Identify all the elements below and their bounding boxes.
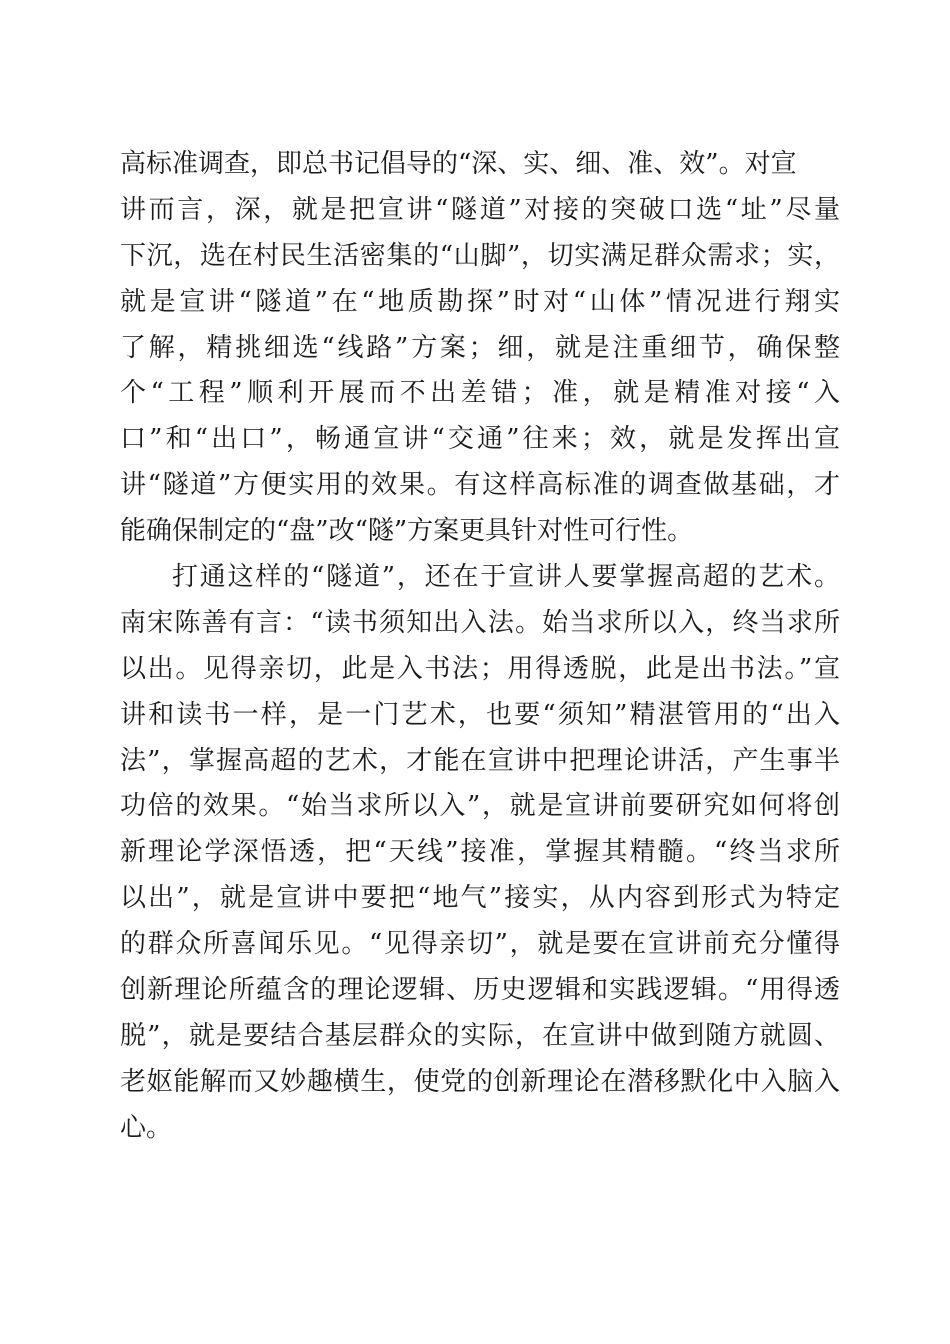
text-line: 了解，精挑细选“线路”方案；细，就是注重细节，确保整: [120, 332, 840, 363]
text-line: 新理论学深悟透，把“天线”接准，掌握其精髓。“终当求所: [120, 837, 840, 868]
text-line: 老妪能解而又妙趣横生，使党的创新理论在潜移默化中入脑入: [120, 1066, 840, 1097]
text-line: 脱”，就是要结合基层群众的实际，在宣讲中做到随方就圆、: [120, 1020, 840, 1051]
text-line: 讲而言，深，就是把宣讲“隧道”对接的突破口选“址”尽量: [120, 194, 840, 225]
text-line: 下沉，选在村民生活密集的“山脚”，切实满足群众需求；实，: [120, 240, 840, 271]
text-line: 个“工程”顺利开展而不出差错；准，就是精准对接“入: [120, 378, 840, 409]
text-line: 口”和“出口”，畅通宣讲“交通”往来；效，就是发挥出宣: [120, 424, 840, 455]
document-body: [120, 142, 840, 1152]
text-line: 的群众所喜闻乐见。“见得亲切”，就是要在宣讲前充分懂得: [120, 929, 840, 960]
text-line: 以出”，就是宣讲中要把“地气”接实，从内容到形式为特定: [120, 883, 840, 914]
paragraph-end-line: 能确保制定的“盘”改“隧”方案更具针对性可行性。: [120, 516, 694, 547]
text-line: 功倍的效果。“始当求所以入”，就是宣讲前要研究如何将创: [120, 791, 840, 822]
text-line: 南宋陈善有言：“读书须知出入法。始当求所以入，终当求所: [120, 607, 840, 638]
text-line: 以出。见得亲切，此是入书法；用得透脱，此是出书法。”宣: [120, 653, 840, 684]
text-line: 就是宣讲“隧道”在“地质勘探”时对“山体”情况进行翔实: [120, 286, 840, 317]
paragraph-first-line: 打通这样的“隧道”，还在于宣讲人要掌握高超的艺术。: [172, 562, 840, 593]
text-line: 讲“隧道”方便实用的效果。有这样高标准的调查做基础，才: [120, 470, 840, 501]
text-line: 创新理论所蕴含的理论逻辑、历史逻辑和实践逻辑。“用得透: [120, 975, 840, 1006]
paragraph-end-line: 心。: [120, 1112, 173, 1143]
text-line: 法”，掌握高超的艺术，才能在宣讲中把理论讲活，产生事半: [120, 745, 840, 776]
text-line: 讲和读书一样，是一门艺术，也要“须知”精湛管用的“出入: [120, 699, 840, 730]
text-line: 高标准调查，即总书记倡导的“深、实、细、准、效”。对宣: [120, 149, 797, 179]
